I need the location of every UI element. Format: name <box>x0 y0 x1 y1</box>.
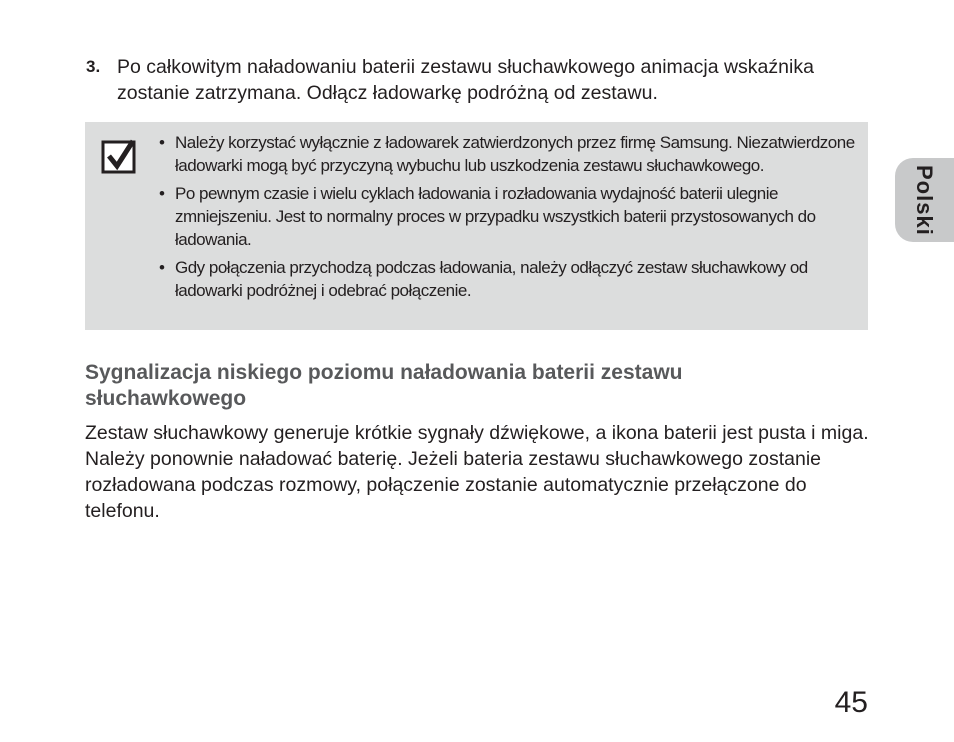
step-number: 3. <box>86 57 101 76</box>
note-item <box>159 256 859 302</box>
page-number: 45 <box>834 686 868 719</box>
note-item-text: Należy korzystać wyłącznie z ładowarek zatwierdzonych przez firmę Samsung. Niezatwierdzone ładowarki mogą być przyczyną wybuchu lub uszkodzenia zestawu słuchawkowego. <box>175 133 855 175</box>
step-3 <box>86 54 846 106</box>
note-list <box>159 131 859 307</box>
note-item <box>159 131 859 177</box>
note-item-text: Po pewnym czasie i wielu cyklach ładowania i rozładowania wydajność baterii ulegnie zmniejszeniu. Jest to normalny proces w przypadku wszystkich baterii przystosowanych do ładowania. <box>175 184 816 249</box>
language-tab-label: Polski <box>912 164 937 236</box>
checkbox-check-icon <box>101 139 137 175</box>
bullet: • <box>159 184 165 203</box>
section-body: Zestaw słuchawkowy generuje krótkie sygnały dźwiękowe, a ikona baterii jest pusta i miga. Należy ponownie naładować baterię. Jeżeli bateria zestawu słuchawkowego zostanie rozładowana podczas rozmowy, połączenie zostanie automatycznie przełączone do telefonu. <box>85 422 869 522</box>
note-item <box>159 182 859 251</box>
note-box <box>85 122 868 330</box>
note-item-text: Gdy połączenia przychodzą podczas ładowania, należy odłączyć zestaw słuchawkowy od ładowarki podróżnej i odebrać połączenie. <box>175 258 808 300</box>
bullet: • <box>159 258 165 277</box>
section-heading: Sygnalizacja niskiego poziomu naładowania baterii zestawu słuchawkowego <box>85 361 683 410</box>
step-text: Po całkowitym naładowaniu baterii zestawu słuchawkowego animacja wskaźnika zostanie zatrzymana. Odłącz ładowarkę podróżną od zestawu. <box>117 56 814 104</box>
bullet: • <box>159 133 165 152</box>
